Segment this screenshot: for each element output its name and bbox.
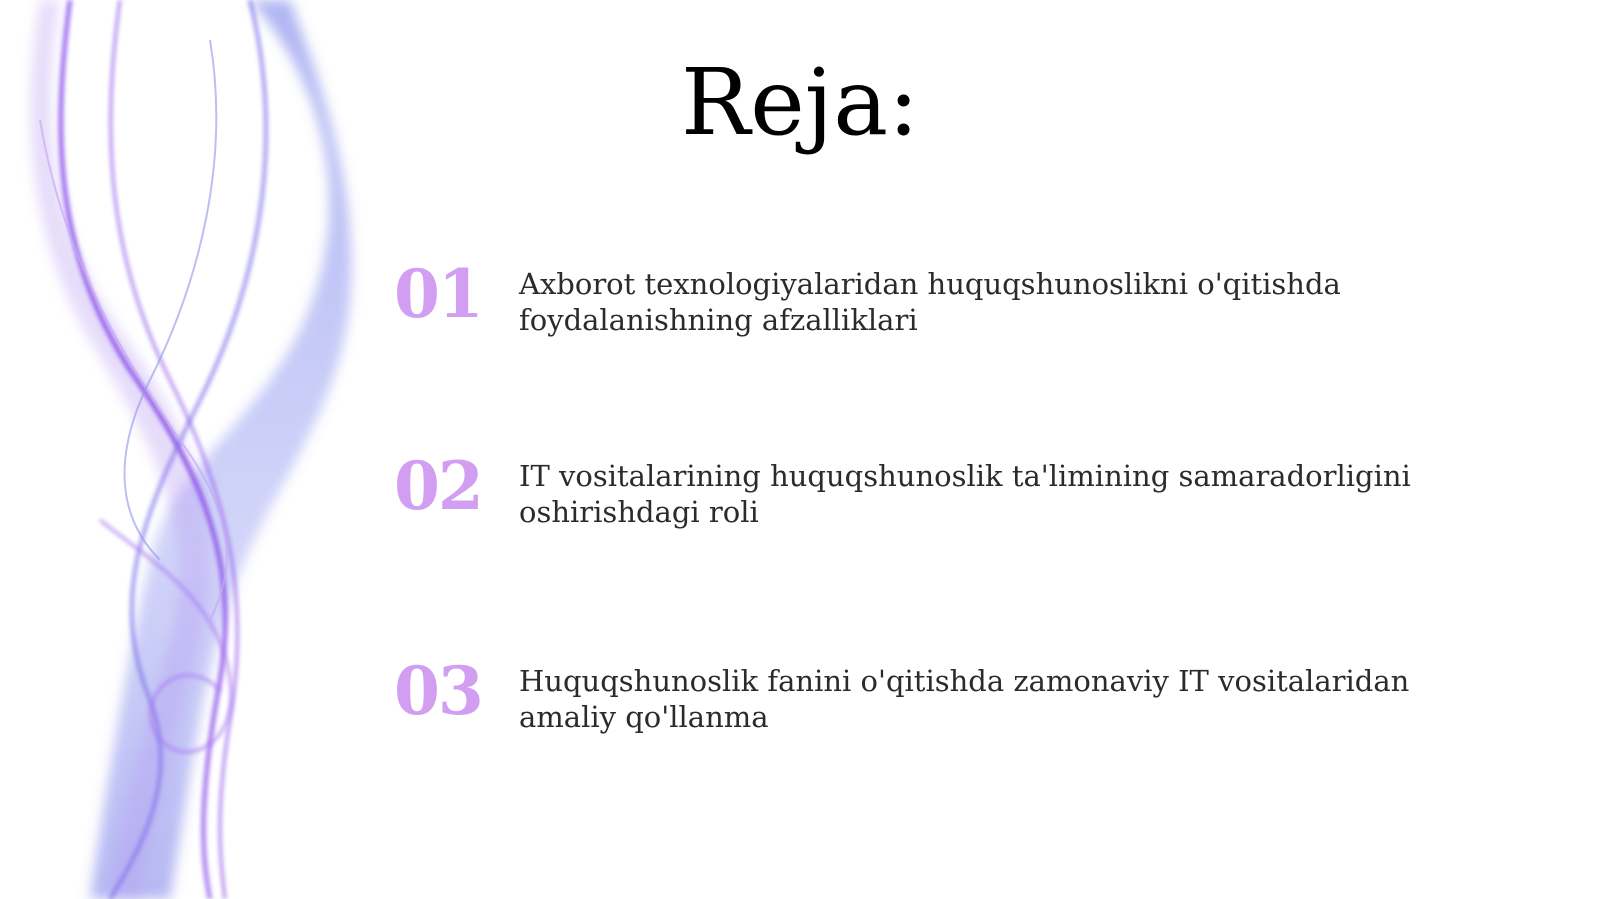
agenda-item-text: Axborot texnologiyalaridan huquqshunoslikni o'qitishda foydalanishning afzalliklari (519, 267, 1341, 337)
agenda-item (394, 447, 1494, 550)
agenda-item-number: 02 (394, 447, 482, 525)
agenda-item-text: Huquqshunoslik fanini o'qitishda zamonaviy IT vositalaridan amaliy qo'llanma (519, 664, 1410, 734)
agenda-item (394, 255, 1494, 358)
agenda-item-text: IT vositalarining huquqshunoslik ta'limining samaradorligini oshirishdagi roli (519, 459, 1411, 529)
slide-title: Reja: (680, 49, 920, 156)
agenda-item-number: 01 (394, 255, 482, 333)
agenda-item-number: 03 (394, 652, 482, 730)
purple-smoke-swirl-icon (0, 0, 380, 899)
agenda-item (394, 652, 1494, 755)
